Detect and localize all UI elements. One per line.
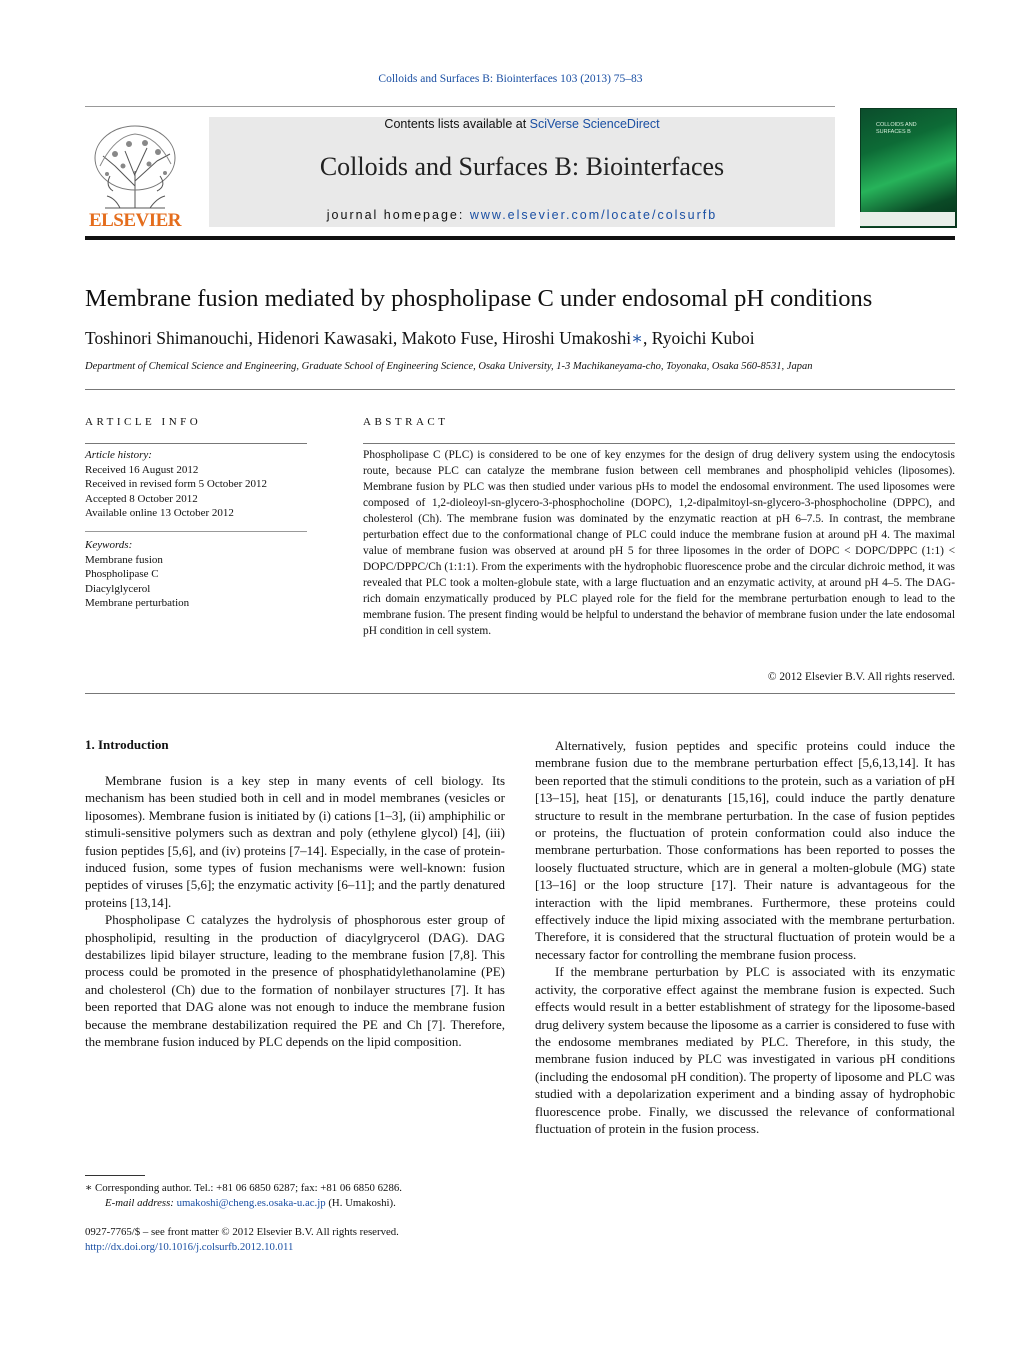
keywords-divider bbox=[85, 531, 307, 532]
contents-prefix: Contents lists available at bbox=[384, 117, 530, 131]
abstract-text: Phospholipase C (PLC) is considered to be one of key enzymes for the design of drug delivery system using the endocytosis route, because PLC can catalyze the membrane fusion between cell membranes and phospholipid vehicles (liposomes). Membrane fusion by PLC was then studied under various pHs to model the endosomal environment. The used liposomes were composed of 1,2-dioleoyl-sn-glycero-3-phosphocholine (DOPC), 1,2-dipalmitoyl-sn-glycero-3-phosphocholine (DPPC), and cholesterol (Ch). The membrane fusion was dominated by the enzymatic reaction at pH 6–7.5. In contrast, the membrane perturbation effect due to the conformational change of PLC could induce the membrane fusion at around pH 4. The maximal value of membrane fusion was observed at around pH 5 for three liposomes in the order of DOPC < DOPC/DPPC (1:1) < DOPC/DPPC/Ch (1:1:1). From the experiments with the hydrophobic fluorescence probe and the circular dichroic method, it was revealed that PLC took a molten-globule state, with a large fluctuation and an enzymatic activity, at around pH 4–5. The DAG-rich domain enzymatically produced by PLC played role for the field for the membrane perturbation enough to lead to the membrane fusion. The present finding would be helpful to understand the behavior of membrane fusion under the late endosomal pH condition in cell system. bbox=[363, 449, 955, 637]
abstract-copyright: © 2012 Elsevier B.V. All rights reserved. bbox=[767, 671, 955, 683]
abstract-label: ABSTRACT bbox=[363, 416, 449, 428]
keywords bbox=[85, 538, 310, 611]
header-thick-rule bbox=[85, 236, 955, 240]
front-matter bbox=[85, 1225, 505, 1254]
sciencedirect-link[interactable]: SciVerse ScienceDirect bbox=[529, 117, 660, 131]
affiliation: Department of Chemical Science and Engineering, Graduate School of Engineering Science, Osaka University, 1-3 Machikaneyama-cho, Toyonaka, Osaka 560-8531, Japan bbox=[85, 361, 813, 372]
abstract-divider bbox=[363, 443, 955, 444]
homepage-link[interactable]: www.elsevier.com/locate/colsurfb bbox=[469, 208, 718, 222]
corresponding-line: ∗ Corresponding author. Tel.: +81 06 6850 6287; fax: +81 06 6850 6286. bbox=[85, 1182, 402, 1194]
corresponding-author-mark[interactable]: ∗ bbox=[631, 328, 643, 348]
paragraph: Membrane fusion is a key step in many events of cell biology. Its mechanism has been studied both in cell and in model membranes (vesicles or liposomes). Membrane fusion is initiated by (i) cations [1–3], (ii) amphiphilic or stimuli-sensitive polymers such as dextran and poly (ethylene glycol) [4], (iii) fusion peptides [5,6], and (iv) proteins [7–14]. Especially, in the case of protein-induced fusion, some types of fusion mechanisms were well-known: fusion peptides of viruses [5,6]; the enzymatic activity [6–11]; and the partly denatured proteins [13,14]. bbox=[85, 773, 505, 910]
doi-link[interactable]: http://dx.doi.org/10.1016/j.colsurfb.2012.10.011 bbox=[85, 1240, 294, 1253]
affiliation-divider bbox=[85, 389, 955, 390]
authors: Toshinori Shimanouchi, Hidenori Kawasaki, Makoto Fuse, Hiroshi Umakoshi bbox=[85, 328, 632, 348]
authors-last: , Ryoichi Kuboi bbox=[643, 328, 755, 348]
email-line bbox=[85, 1196, 505, 1211]
email-label: E-mail address: bbox=[105, 1196, 177, 1209]
article-title: Membrane fusion mediated by phospholipase C under endosomal pH conditions bbox=[85, 285, 873, 312]
history-item: Received 16 August 2012 bbox=[85, 463, 199, 476]
keyword: Membrane fusion bbox=[85, 553, 163, 566]
history-item: Available online 13 October 2012 bbox=[85, 507, 234, 519]
issn-line: 0927-7765/$ – see front matter © 2012 Elsevier B.V. All rights reserved. bbox=[85, 1226, 399, 1238]
elsevier-wordmark: ELSEVIER bbox=[88, 210, 182, 231]
keywords-heading: Keywords: bbox=[85, 539, 133, 551]
right-column bbox=[535, 737, 955, 1137]
paragraph: If the membrane perturbation by PLC is associated with its enzymatic activity, the corporative effect against the membrane fusion is expected. Such effects would result in a better establishment of strategy for the liposome-based drug delivery system because the liposome as a carrier is considered to fuse with the endosome membranes mediated by PLC. Therefore, in this study, the membrane fusion induced by PLC was investigated in various pH conditions (including the endosomal pH condition). The property of liposome and PLC was studied with a depolarization experiment and a binding assay of hydrophobic fluorescence probe. Finally, we discussed the relevance of conformational fluctuation of protein in the fusion process. bbox=[535, 964, 955, 1136]
keyword: Diacylglycerol bbox=[85, 582, 151, 595]
keyword: Membrane perturbation bbox=[85, 597, 190, 609]
left-column bbox=[85, 772, 505, 1051]
paragraph: Phospholipase C catalyzes the hydrolysis of phosphorous ester group of phospholipid, resulting in the production of diacylgrycerol (DAG). DAG destabilizes lipid bilayer structure, leading to the membrane fusion [7,8]. This process could be promoted in the presence of phosphatidylethanolamine (PE) and cholesterol (Ch) due to the formation of nonbilayer structures [7]. It has been reported that DAG alone was not enough to induce the membrane fusion because the membrane destabilization required the PE and Ch [7]. Therefore, the membrane fusion induced by PLC depends on the lipid composition. bbox=[85, 912, 505, 1050]
article-info-divider bbox=[85, 443, 307, 444]
paragraph: Alternatively, fusion peptides and specific proteins could induce the membrane fusion due to the membrane perturbation effect [5,6,13,14]. It has been reported that the stimuli conditions to the protein, such as a variation of pH [13–15], heat [15], or denaturants [15,16], could induce the partly denature structure to result in the membrane perturbation. In the case of fusion peptides or proteins, the fluctuation of protein conformation could also induce the membrane perturbation. Those conformations has been reported to posses the loosely fluctuated structure, which are in general a molten-globule (MG) state [13–16] or the loop structure [17]. Their nature is advantageous for the interaction with the lipid membranes. Furthermore, these proteins could effectively induce the lipid mixing associated with the membrane perturbation. Therefore, it is considered that the structural fluctuation of protein would be a necessary factor for controlling the membrane fusion process. bbox=[535, 738, 955, 962]
article-history bbox=[85, 448, 310, 521]
corresponding-footnote bbox=[85, 1181, 505, 1210]
journal-title: Colloids and Surfaces B: Biointerfaces bbox=[319, 152, 725, 181]
cover-footer bbox=[860, 212, 955, 226]
homepage-prefix: journal homepage: bbox=[326, 208, 470, 222]
keyword: Phospholipase C bbox=[85, 568, 159, 580]
contents-line bbox=[209, 117, 835, 131]
author-list bbox=[85, 328, 965, 349]
header-divider bbox=[85, 106, 835, 107]
history-item: Received in revised form 5 October 2012 bbox=[85, 478, 268, 490]
email-link[interactable]: umakoshi@cheng.es.osaka-u.ac.jp bbox=[176, 1196, 326, 1209]
footnote-divider bbox=[85, 1175, 145, 1176]
journal-homepage bbox=[209, 208, 835, 222]
email-suffix: (H. Umakoshi). bbox=[325, 1196, 396, 1209]
cover-title: COLLOIDS AND SURFACES B bbox=[876, 122, 917, 135]
history-item: Accepted 8 October 2012 bbox=[85, 492, 198, 505]
history-heading: Article history: bbox=[85, 449, 152, 461]
section-heading-introduction: 1. Introduction bbox=[85, 737, 169, 752]
article-info-label: ARTICLE INFO bbox=[85, 416, 202, 428]
journal-citation[interactable]: Colloids and Surfaces B: Biointerfaces 103 (2013) 75–83 bbox=[378, 73, 643, 85]
body-divider bbox=[85, 693, 955, 694]
